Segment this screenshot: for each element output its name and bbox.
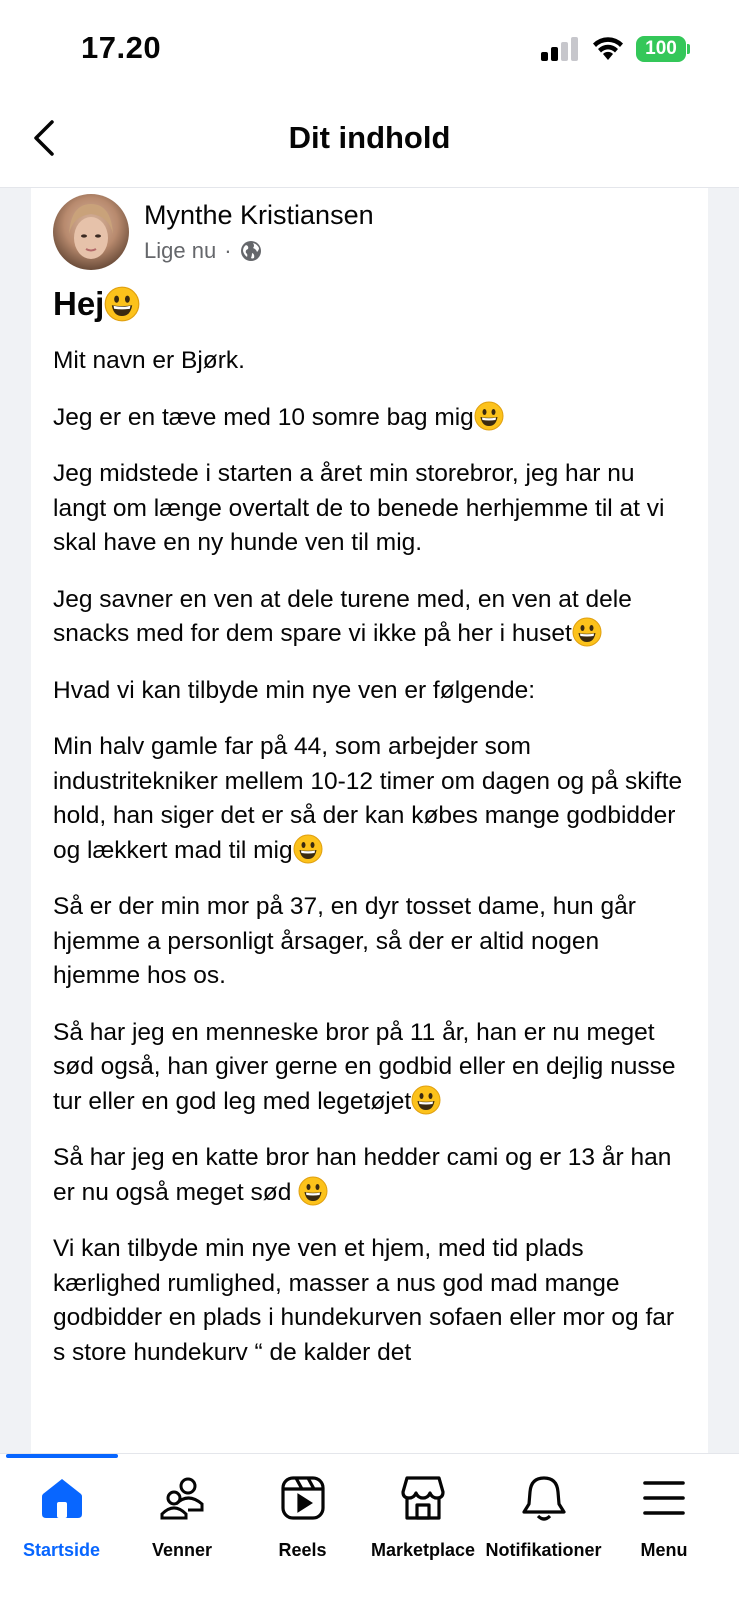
post-paragraph	[53, 1232, 683, 1370]
smiley-emoji-icon	[104, 285, 140, 322]
nav-tab-startside[interactable]	[0, 1454, 123, 1574]
post-paragraph	[53, 401, 683, 436]
author-name[interactable]: Mynthe Kristiansen	[144, 200, 374, 230]
smiley-emoji-icon	[293, 837, 323, 864]
marketplace-icon	[399, 1474, 447, 1522]
post-paragraph-text: Jeg er en tæve med 10 somre bag mig	[53, 403, 474, 431]
nav-tab-venner[interactable]	[121, 1454, 244, 1574]
cellular-signal-icon	[541, 37, 581, 61]
nav-label: Marketplace	[370, 1540, 476, 1560]
bell-icon	[520, 1474, 568, 1522]
nav-label: Startside	[22, 1540, 101, 1560]
post-paragraph-text: Mit navn er Bjørk.	[53, 347, 245, 374]
post-paragraph-text: Jeg savner en ven at dele turene med, en ven at dele snacks med for dem spare vi ikke på her i huset	[53, 585, 632, 647]
smiley-emoji-icon	[411, 1088, 441, 1115]
smiley-emoji-icon	[474, 404, 504, 431]
post-paragraph	[53, 583, 683, 652]
post-paragraph	[53, 457, 683, 561]
post-paragraph-text: Min halv gamle far på 44, som arbejder som industritekniker mellem 10-12 timer om dagen og på skifte hold, han siger det er så der kan købes mange godbidder og lækkert mad til mig	[53, 733, 683, 864]
post-paragraph	[53, 344, 683, 379]
nav-label: Venner	[151, 1540, 213, 1560]
reels-icon	[279, 1474, 327, 1522]
post-paragraph	[53, 674, 683, 709]
nav-label: Reels	[278, 1540, 327, 1560]
post-paragraph	[53, 730, 683, 868]
nav-tab-marketplace[interactable]	[362, 1454, 485, 1574]
nav-tab-notifikationer[interactable]	[482, 1454, 605, 1574]
meta-separator: ·	[224, 238, 232, 263]
friends-icon	[158, 1474, 206, 1522]
post-meta	[144, 238, 262, 264]
top-header	[0, 100, 739, 188]
nav-tab-menu[interactable]	[603, 1454, 726, 1574]
battery-icon	[636, 36, 690, 62]
smiley-emoji-icon	[298, 1179, 328, 1206]
wifi-icon	[591, 34, 625, 62]
post-paragraph-text: Jeg midstede i starten a året min storebror, jeg har nu langt om længe overtalt de to benede herhjemme til at vi skal have en ny hunde ven til mig.	[53, 460, 665, 556]
post-paragraph-text: Så har jeg en menneske bror på 11 år, han er nu meget sød også, han giver gerne en godbid eller en dejlig nusse tur eller en god leg med legetøjet	[53, 1018, 676, 1115]
post-body	[53, 284, 683, 1392]
nav-label: Notifikationer	[485, 1540, 602, 1560]
home-icon	[38, 1474, 86, 1522]
status-bar	[0, 0, 739, 100]
bottom-navigation	[0, 1453, 739, 1600]
battery-level: 100	[636, 36, 686, 62]
post-time[interactable]: Lige nu	[144, 238, 217, 263]
post-header	[53, 194, 673, 274]
post-paragraph	[53, 890, 683, 994]
globe-icon[interactable]	[240, 240, 262, 262]
post-paragraph-text: Så har jeg en katte bror han hedder cami og er 13 år han er nu også meget sød	[53, 1144, 672, 1206]
menu-icon	[640, 1474, 688, 1522]
post-paragraph-text: Vi kan tilbyde min nye ven et hjem, med tid plads kærlighed rumlighed, masser a nus god mad mange godbidder en plads i hundekurven sofaen eller mor og far s store hundekurv “ de kalder det	[53, 1235, 675, 1366]
smiley-emoji-icon	[572, 620, 602, 647]
post-paragraph	[53, 1016, 683, 1120]
status-time: 17.20	[81, 30, 162, 65]
post-paragraph-text: Så er der min mor på 37, en dyr tosset dame, hun går hjemme a personligt årsager, så der er altid nogen hjemme hos os.	[53, 893, 636, 989]
post-heading-text: Hej	[53, 285, 105, 322]
post-paragraph-text: Hvad vi kan tilbyde min nye ven er følgende:	[53, 676, 536, 704]
page-title: Dit indhold	[288, 120, 451, 155]
post-card	[31, 188, 708, 1453]
nav-label: Menu	[640, 1540, 688, 1560]
post-heading	[53, 284, 683, 324]
avatar[interactable]	[53, 194, 129, 270]
nav-tab-reels[interactable]	[241, 1454, 364, 1574]
post-paragraph	[53, 1141, 683, 1210]
